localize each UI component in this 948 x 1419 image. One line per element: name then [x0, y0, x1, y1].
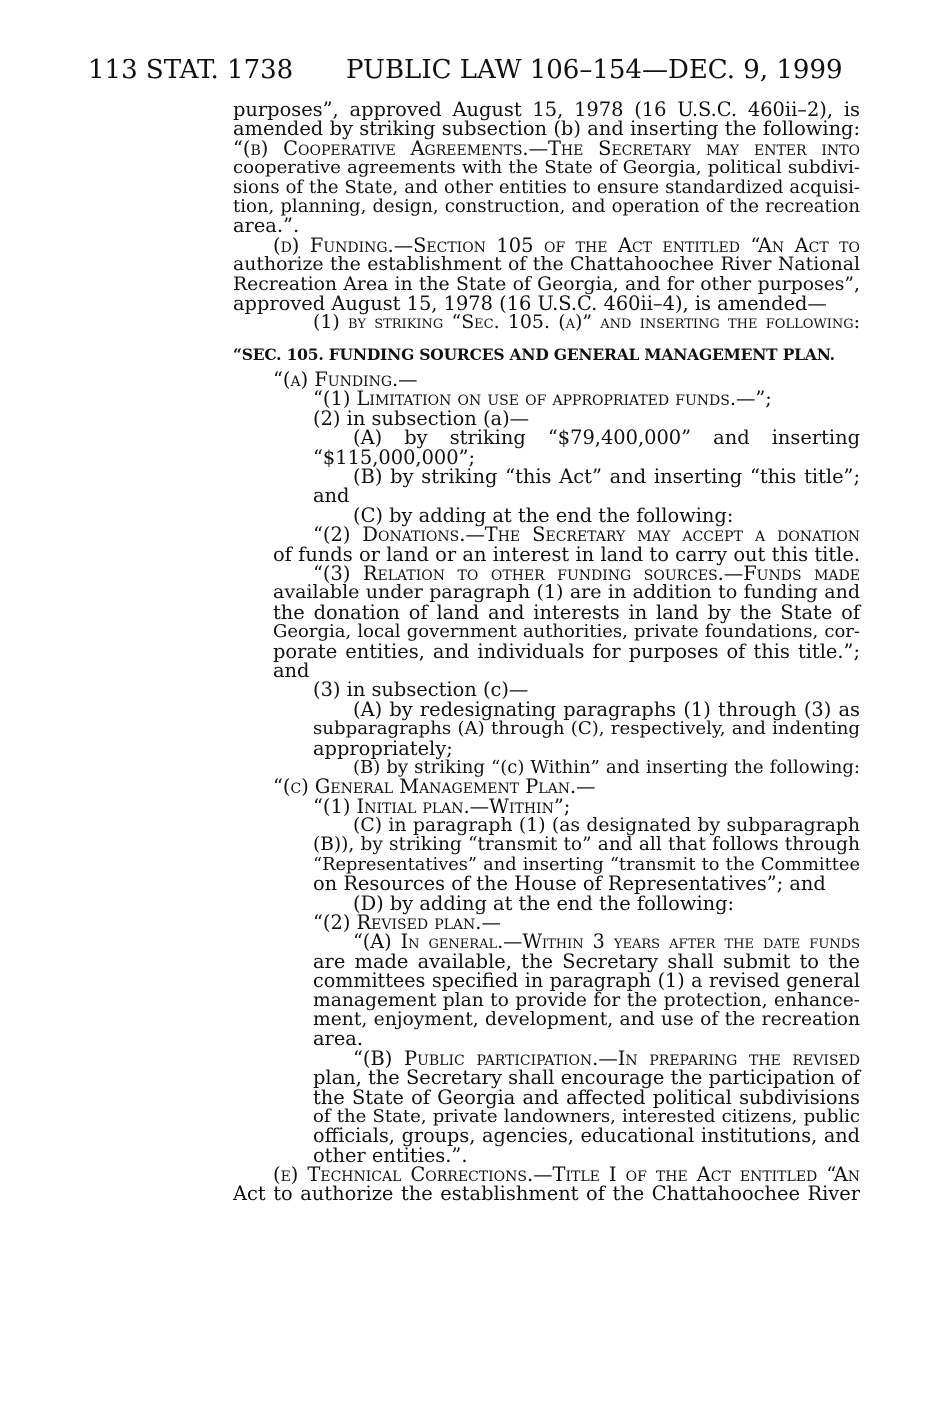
text-line: other entities.”. — [313, 1143, 468, 1167]
text-line: “(1) Initial plan.—Within”; — [313, 794, 571, 818]
text-line: Act to authorize the establishment of the Chattahoochee River — [233, 1182, 860, 1206]
text-line: (A) by striking “$79,400,000” and inserting — [353, 426, 860, 450]
text-line: of funds or land or an interest in land to carry out this title. — [273, 542, 860, 566]
text-line: “(A) In general.—Within 3 years after the date funds — [353, 930, 860, 954]
law-text-body — [233, 100, 860, 1204]
text-line: amended by striking subsection (b) and inserting the following: — [233, 117, 860, 141]
text-line: (C) in paragraph (1) (as designated by subparagraph — [353, 815, 860, 837]
text-line: (B) by striking “(c) Within” and inserting the following: — [353, 756, 860, 778]
text-line: “(1) Limitation on use of appropriated funds.—”; — [313, 387, 772, 411]
page-header — [88, 54, 888, 94]
text-line: area.”. — [233, 214, 300, 238]
text-line: Recreation Area in the State of Georgia, and for other purposes”, — [233, 273, 860, 295]
text-line: “(b) Cooperative Agreements.—The Secretary may enter into — [233, 136, 860, 160]
text-line: of the State, private landowners, interested citizens, public — [313, 1105, 860, 1127]
text-line: (C) by adding at the end the following: — [353, 503, 734, 527]
text-line: purposes”, approved August 15, 1978 (16 U.S.C. 460ii–2), is — [233, 98, 860, 121]
text-line: sions of the State, and other entities to ensure standardized acquisi- — [233, 176, 860, 198]
text-line: porate entities, and individuals for purposes of this title.”; — [273, 639, 860, 663]
text-line: plan, the Secretary shall encourage the participation of — [313, 1066, 860, 1090]
section-heading: “SEC. 105. FUNDING SOURCES AND GENERAL MANAGEMENT PLAN. — [233, 344, 835, 364]
text-line: (1) by striking “Sec. 105. (a)” and inserting the following: — [313, 311, 860, 334]
text-line: (D) by adding at the end the following: — [353, 891, 735, 915]
text-line: cooperative agreements with the State of Georgia, political subdivi- — [233, 157, 860, 179]
text-line: (2) in subsection (a)— — [313, 406, 530, 430]
text-line: ment, enjoyment, development, and use of the recreation — [313, 1008, 860, 1030]
text-line: (d) Funding.—Section 105 of the Act entitled “An Act to — [273, 233, 860, 257]
text-line: (B) by striking “this Act” and inserting “this title”; — [353, 465, 860, 489]
text-line: the donation of land and interests in land by the State of — [273, 600, 860, 624]
text-line: (3) in subsection (c)— — [313, 678, 529, 702]
text-line: on Resources of the House of Representatives”; and — [313, 872, 826, 896]
text-line: “$115,000,000”; — [313, 445, 476, 469]
text-line: tion, planning, design, construction, and operation of the recreation — [233, 195, 860, 217]
text-line: appropriately; — [313, 736, 453, 760]
text-line: approved August 15, 1978 (16 U.S.C. 460ii–4), is amended— — [233, 291, 827, 315]
text-line: “(c) General Management Plan.— — [273, 775, 596, 799]
public-law-title: PUBLIC LAW 106–154—DEC. 9, 1999 — [346, 55, 843, 85]
text-line: “(a) Funding.— — [273, 368, 418, 392]
text-line: available under paragraph (1) are in addition to funding and — [273, 581, 860, 604]
text-line: (e) Technical Corrections.—Title I of the Act entitled “An — [273, 1163, 860, 1187]
text-line: and — [313, 484, 350, 508]
text-line: (A) by redesignating paragraphs (1) through (3) as — [353, 697, 860, 721]
text-line: area. — [313, 1027, 364, 1051]
text-line: “Representatives” and inserting “transmit to the Committee — [313, 853, 860, 875]
text-line: officials, groups, agencies, educational institutions, and — [313, 1124, 860, 1148]
text-line: management plan to provide for the protection, enhance- — [313, 989, 860, 1011]
text-line: committees specified in paragraph (1) a revised general — [313, 969, 860, 993]
text-line: “(B) Public participation.—In preparing the revised — [353, 1046, 860, 1070]
text-line: and — [273, 658, 310, 682]
text-line: “(3) Relation to other funding sources.—Funds made — [313, 561, 860, 585]
text-line: (B)), by striking “transmit to” and all that follows through — [313, 834, 860, 856]
text-line: “(2) Revised plan.— — [313, 911, 501, 935]
text-line: subparagraphs (A) through (C), respectively, and indenting — [313, 718, 860, 740]
text-line: authorize the establishment of the Chattahoochee River National — [233, 254, 860, 276]
text-line: Georgia, local government authorities, private foundations, cor- — [273, 621, 860, 643]
text-line: are made available, the Secretary shall submit to the — [313, 949, 860, 973]
text-line: the State of Georgia and affected political subdivisions — [313, 1085, 860, 1109]
statute-citation: 113 STAT. 1738 — [88, 55, 294, 85]
text-line: “(2) Donations.—The Secretary may accept a donation — [313, 523, 860, 547]
